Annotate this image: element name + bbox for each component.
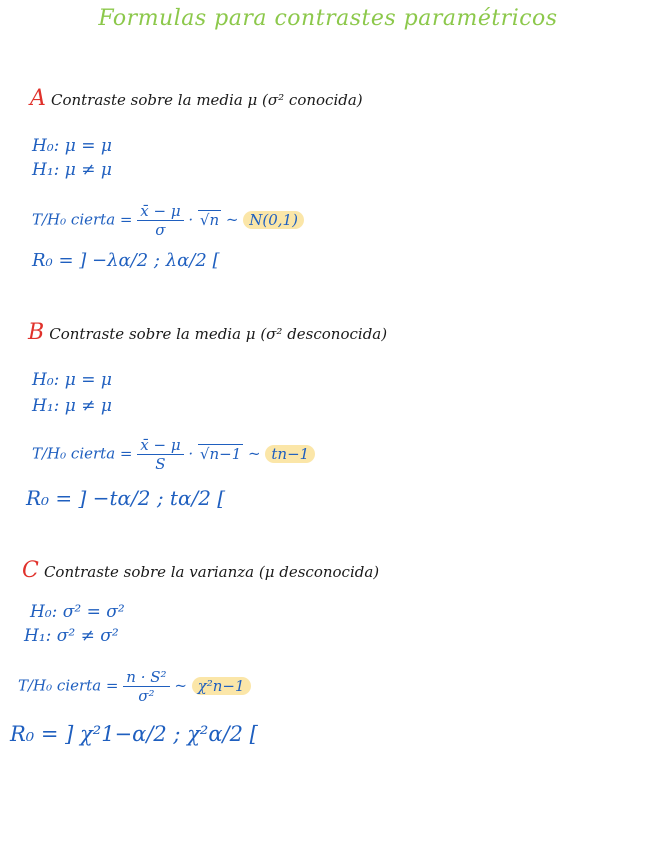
section-b-statistic: T/H₀ cierta = $\frac{x̄ - \mu}{S}$ · √n−1 ~ tn−1 xyxy=(32,436,315,473)
section-a-statistic: T/H₀ cierta = $\frac{x̄ - \mu}{\sigma}$ · √n ~ N(0,1) xyxy=(32,202,304,239)
section-a-denominator: σ xyxy=(155,221,166,239)
section-a-heading xyxy=(30,86,363,111)
section-c-stat-prefix: T/H₀ cierta = xyxy=(18,676,119,695)
section-b-title: Contraste sobre la media μ (σ² desconocida) xyxy=(49,325,388,343)
section-a-title: Contraste sobre la media μ (σ² conocida) xyxy=(50,91,363,109)
section-b-distribution: tn−1 xyxy=(265,445,315,463)
section-a-region: R₀ = ] −λα/2 ; λα/2 [ xyxy=(32,250,220,271)
section-b-numerator: x̄ − μ xyxy=(137,436,183,455)
section-b-letter: B xyxy=(28,320,45,345)
section-b-fraction xyxy=(137,436,183,473)
section-c-h1: H₁: σ² ≠ σ² xyxy=(24,626,119,646)
section-c-letter: C xyxy=(22,558,39,583)
section-c-distribution: χ²n−1 xyxy=(192,677,251,695)
section-c-region: R₀ = ] χ²1−α/2 ; χ²α/2 [ xyxy=(10,722,258,746)
section-b-heading xyxy=(28,320,387,345)
section-c-statistic: T/H₀ cierta = $\frac{\text{n · S²}}{\text{σ²}}$ ~ χ²n−1 xyxy=(18,668,251,705)
section-c-numerator: n · S² xyxy=(123,668,169,687)
section-a-letter: A xyxy=(30,86,46,111)
section-a-distribution: N(0,1) xyxy=(243,211,304,229)
section-a-fraction xyxy=(137,202,183,239)
page-title: Formulas para contrastes paramétricos xyxy=(98,6,558,31)
section-a-h0: H₀: μ = μ xyxy=(32,136,112,156)
section-b-h1: H₁: μ ≠ μ xyxy=(32,396,112,416)
section-c-heading xyxy=(22,558,379,583)
section-c-fraction xyxy=(123,668,169,705)
section-b-h0: H₀: μ = μ xyxy=(32,370,112,390)
section-c-denominator: σ² xyxy=(138,687,155,705)
section-a-h1: H₁: μ ≠ μ xyxy=(32,160,112,180)
section-c-h0: H₀: σ² = σ² xyxy=(30,602,125,622)
section-a-factor: √n xyxy=(199,210,220,229)
section-b-stat-prefix: T/H₀ cierta = xyxy=(32,444,133,463)
section-b-factor: √n−1 xyxy=(199,444,242,463)
section-a-stat-prefix: T/H₀ cierta = xyxy=(32,210,133,229)
section-c-title: Contraste sobre la varianza (μ desconocida) xyxy=(43,563,380,581)
section-b-denominator: S xyxy=(155,455,166,473)
section-b-region: R₀ = ] −tα/2 ; tα/2 [ xyxy=(26,486,226,510)
section-a-numerator: x̄ − μ xyxy=(137,202,183,221)
